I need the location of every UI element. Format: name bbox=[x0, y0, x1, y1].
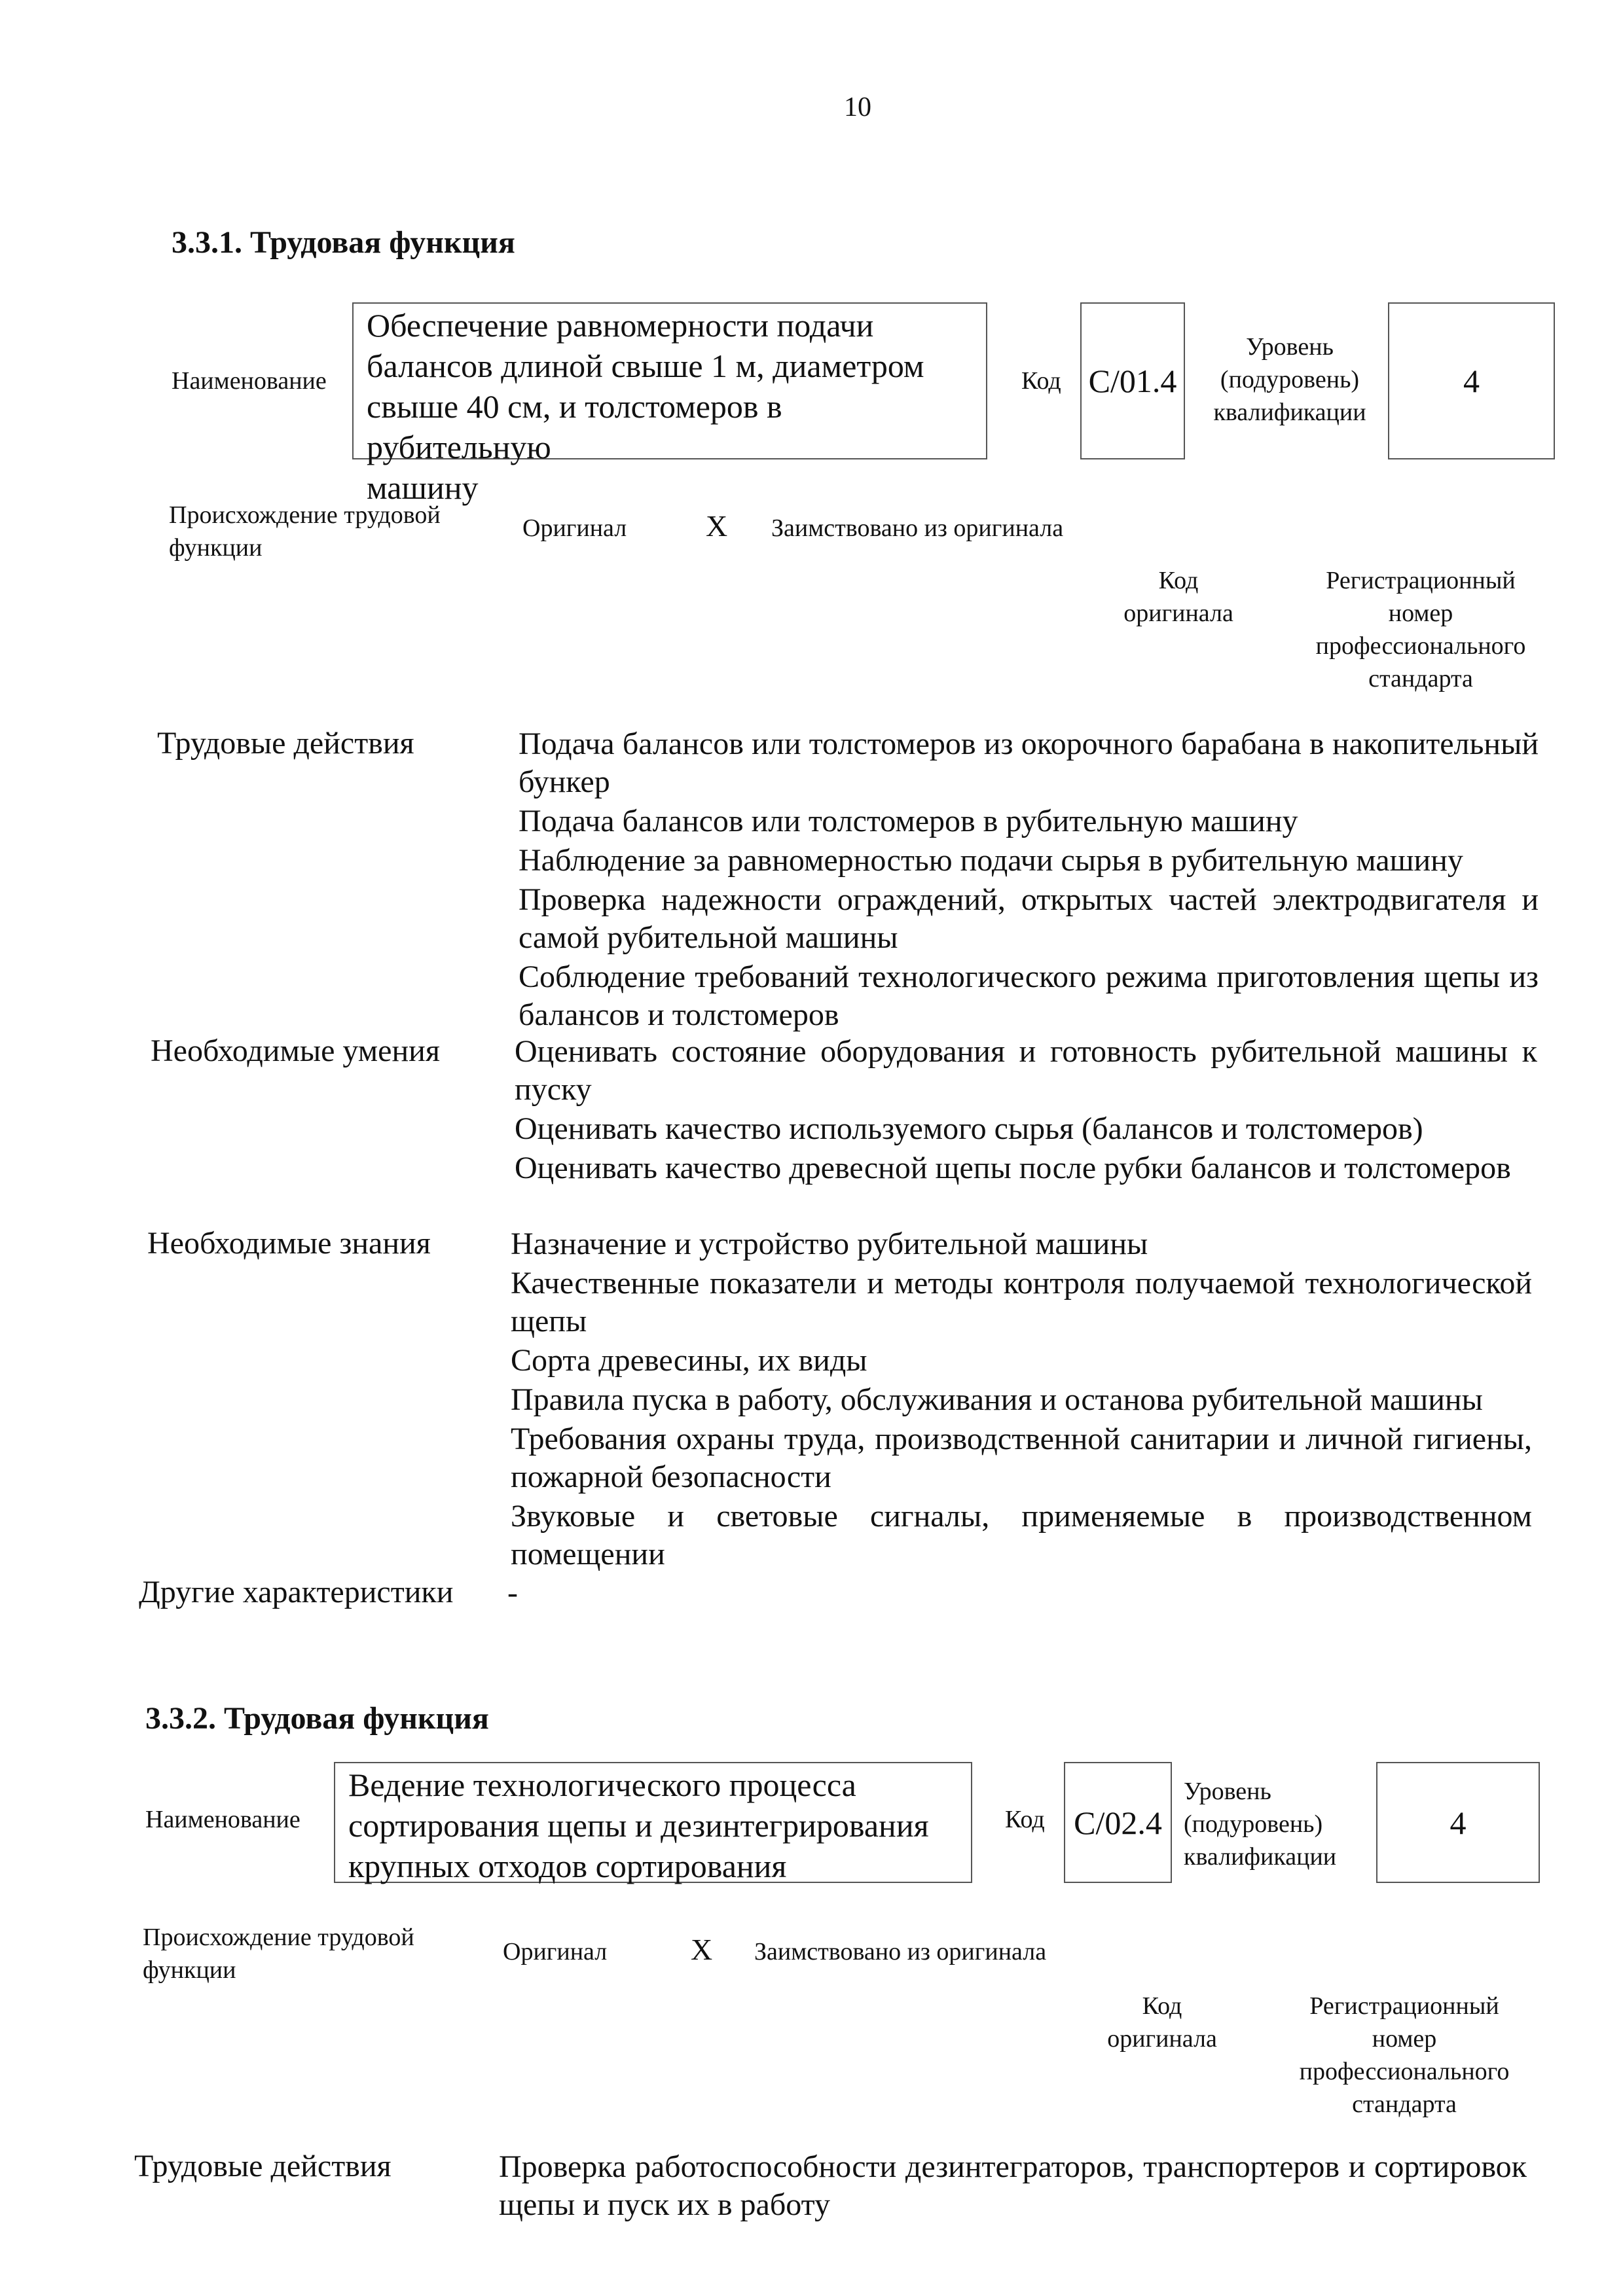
name-label: Наименование bbox=[145, 1806, 301, 1833]
level-box bbox=[1376, 1762, 1540, 1883]
origin-label bbox=[169, 499, 441, 564]
group-label-other: Другие характеристики bbox=[139, 1575, 454, 1609]
list-item: Качественные показатели и методы контроля получаемой технологической щепы bbox=[511, 1266, 1532, 1338]
reg-number-line: Регистрационный bbox=[1326, 567, 1516, 594]
level-label bbox=[1184, 1775, 1380, 1873]
list-item: - bbox=[507, 1575, 518, 1610]
original-code-label bbox=[1100, 564, 1257, 630]
page-number: 10 bbox=[844, 92, 871, 122]
code-label: Код bbox=[1021, 367, 1061, 395]
reg-number-line: профессионального bbox=[1315, 632, 1526, 660]
code-box bbox=[1080, 302, 1185, 459]
list-item: Оценивать качество древесной щепы после рубки балансов и толстомеров bbox=[515, 1151, 1511, 1185]
function-name-line: машину bbox=[367, 469, 479, 506]
list-item: Требования охраны труда, производственной санитарии и личной гигиены, пожарной безопасности bbox=[511, 1422, 1532, 1494]
borrowed-label: Заимствовано из оригинала bbox=[771, 514, 1064, 542]
level-value: 4 bbox=[1463, 363, 1480, 399]
list-item: Наблюдение за равномерностью подачи сырья в рубительную машину bbox=[519, 843, 1463, 878]
orig-code-line: оригинала bbox=[1107, 2025, 1217, 2053]
level-label-line: квалификации bbox=[1213, 399, 1366, 426]
function-name-line: Ведение технологического процесса bbox=[348, 1767, 856, 1803]
list-item: Правила пуска в работу, обслуживания и останова рубительной машины bbox=[511, 1382, 1483, 1417]
function-code: C/01.4 bbox=[1088, 363, 1177, 399]
section-title: 3.3.1. Трудовая функция bbox=[172, 225, 515, 260]
function-name-line: балансов длиной свыше 1 м, диаметром bbox=[367, 348, 924, 384]
original-mark: X bbox=[706, 509, 728, 543]
reg-number-line: профессионального bbox=[1299, 2058, 1510, 2085]
function-name-line: крупных отходов сортирования bbox=[348, 1848, 787, 1884]
list-item: Подача балансов или толстомеров в рубительную машину bbox=[519, 804, 1298, 838]
group-items-skills bbox=[515, 1033, 1537, 1189]
group-label-labor-actions: Трудовые действия bbox=[134, 2149, 392, 2183]
original-label: Оригинал bbox=[522, 514, 627, 542]
group-items-labor-actions bbox=[499, 2148, 1527, 2225]
list-item: Звуковые и световые сигналы, применяемые в производственном помещении bbox=[511, 1499, 1532, 1571]
origin-label-line: функции bbox=[169, 534, 263, 562]
list-item: Проверка надежности ограждений, открытых частей электродвигателя и самой рубительной машины bbox=[519, 882, 1539, 955]
orig-code-line: оригинала bbox=[1123, 600, 1233, 627]
list-item: Соблюдение требований технологического режима приготовления щепы из балансов и толстомеров bbox=[519, 960, 1539, 1032]
list-item: Проверка работоспособности дезинтеграторов, транспортеров и сортировок щепы и пуск их в работу bbox=[499, 2149, 1527, 2222]
original-mark: X bbox=[691, 1933, 713, 1966]
borrowed-label: Заимствовано из оригинала bbox=[754, 1938, 1047, 1965]
list-item: Подача балансов или толстомеров из окорочного барабана в накопительный бункер bbox=[519, 726, 1539, 799]
section-title: 3.3.2. Трудовая функция bbox=[145, 1701, 489, 1736]
origin-label-line: функции bbox=[143, 1956, 236, 1984]
origin-label-line: Происхождение трудовой bbox=[169, 501, 441, 529]
reg-number-line: стандарта bbox=[1368, 665, 1473, 692]
list-item: Оценивать состояние оборудования и готовность рубительной машины к пуску bbox=[515, 1034, 1537, 1107]
level-label-line: (подуровень) bbox=[1184, 1810, 1323, 1838]
reg-number-line: стандарта bbox=[1352, 2090, 1457, 2118]
group-label-knowledge: Необходимые знания bbox=[147, 1226, 431, 1261]
function-name-line: свыше 40 см, и толстомеров в рубительную bbox=[367, 388, 782, 465]
list-item: Назначение и устройство рубительной машины bbox=[511, 1227, 1148, 1261]
level-label-line: Уровень bbox=[1246, 333, 1334, 361]
code-box bbox=[1064, 1762, 1172, 1883]
level-value: 4 bbox=[1450, 1804, 1467, 1841]
reg-number-line: Регистрационный bbox=[1309, 1992, 1499, 2020]
function-name-box bbox=[352, 302, 987, 506]
level-label bbox=[1192, 331, 1388, 429]
origin-label bbox=[143, 1921, 414, 1986]
group-label-skills: Необходимые умения bbox=[151, 1033, 440, 1068]
function-code: C/02.4 bbox=[1074, 1804, 1162, 1841]
level-label-line: квалификации bbox=[1184, 1843, 1337, 1871]
level-label-line: Уровень bbox=[1184, 1778, 1271, 1805]
level-label-line: (подуровень) bbox=[1220, 366, 1360, 393]
function-name-box bbox=[334, 1762, 972, 1883]
function-name-line: Обеспечение равномерности подачи bbox=[367, 307, 874, 344]
origin-label-line: Происхождение трудовой bbox=[143, 1924, 414, 1951]
reg-number-line: номер bbox=[1372, 2025, 1437, 2053]
name-label: Наименование bbox=[172, 367, 327, 395]
group-label-labor-actions: Трудовые действия bbox=[157, 726, 414, 761]
orig-code-line: Код bbox=[1142, 1992, 1182, 2020]
group-items-labor-actions bbox=[519, 725, 1539, 1035]
orig-code-line: Код bbox=[1158, 567, 1199, 594]
reg-number-line: номер bbox=[1388, 600, 1453, 627]
level-box bbox=[1388, 302, 1555, 459]
function-name-line: сортирования щепы и дезинтегрирования bbox=[348, 1807, 929, 1844]
reg-number-label bbox=[1280, 1990, 1529, 2121]
group-items-knowledge bbox=[511, 1225, 1532, 1575]
code-label: Код bbox=[1005, 1806, 1045, 1833]
reg-number-label bbox=[1296, 564, 1545, 695]
list-item: Сорта древесины, их виды bbox=[511, 1343, 867, 1378]
list-item: Оценивать качество используемого сырья (балансов и толстомеров) bbox=[515, 1111, 1423, 1146]
group-items-other bbox=[507, 1574, 638, 1613]
original-label: Оригинал bbox=[503, 1938, 608, 1965]
original-code-label bbox=[1084, 1990, 1241, 2055]
